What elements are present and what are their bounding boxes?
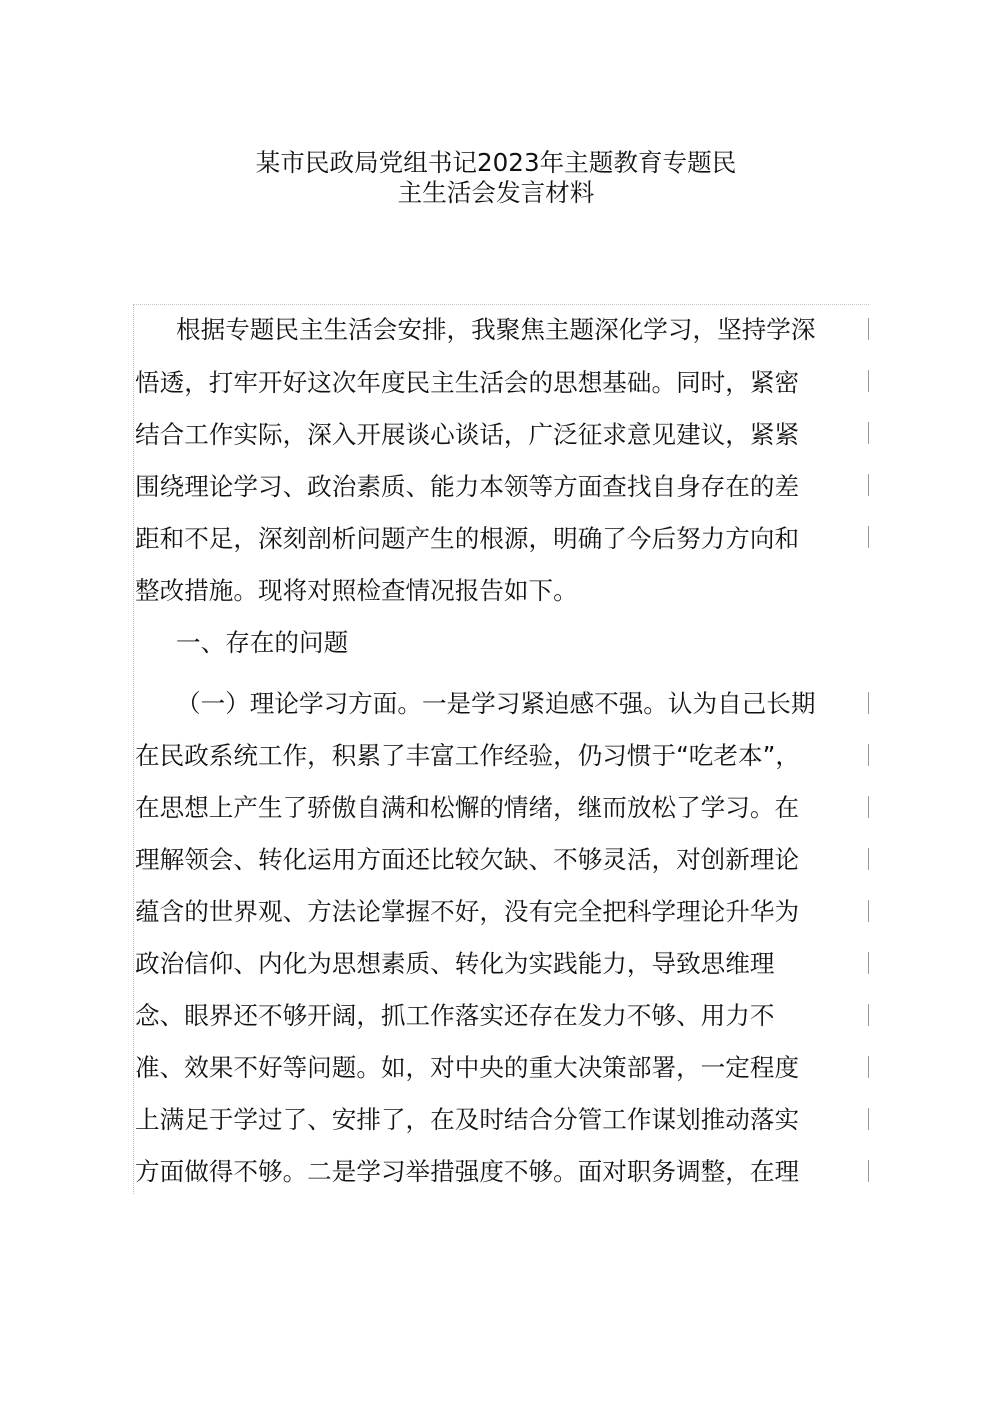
paragraph-line: 理解领会、转化运用方面还比较欠缺、不够灵活，对创新理论 [135,845,800,874]
paragraph-line: 在民政系统工作，积累了丰富工作经验，仍习惯于“吃老本”， [135,741,800,770]
line-end-marker [868,370,869,392]
paragraph-line: 悟透，打牢开好这次年度民主生活会的思想基础。同时，紧密 [135,368,800,397]
line-end-marker [868,900,869,922]
paragraph-line: 距和不足，深刻剖析问题产生的根源，明确了今后努力方向和 [135,524,800,553]
paragraph-line: 念、眼界还不够开阔，抓工作落实还存在发力不够、用力不 [135,1001,775,1030]
paragraph-line: 整改措施。现将对照检查情况报告如下。 [135,576,578,605]
line-end-marker [868,1160,869,1182]
line-end-marker [868,848,869,870]
line-end-marker [868,422,869,444]
line-end-marker [868,318,869,340]
line-end-marker [868,692,869,714]
title-line-1: 某市民政局党组书记2023年主题教育专题民 [255,148,737,177]
line-end-marker [868,952,869,974]
line-end-marker [868,1056,869,1078]
line-end-marker [868,744,869,766]
line-end-marker [868,1004,869,1026]
paragraph-line: 政治信仰、内化为思想素质、转化为实践能力，导致思维理 [135,949,775,978]
paragraph-line: （一）理论学习方面。一是学习紧迫感不强。认为自己长期 [176,689,816,718]
paragraph-line: 围绕理论学习、政治素质、能力本领等方面查找自身存在的差 [135,472,800,501]
line-end-marker [868,526,869,548]
paragraph-line: 上满足于学过了、安排了，在及时结合分管工作谋划推动落实 [135,1105,800,1134]
line-end-marker [868,796,869,818]
section-heading: 一、存在的问题 [176,628,349,657]
line-end-marker [868,474,869,496]
paragraph-line: 准、效果不好等问题。如，对中央的重大决策部署，一定程度 [135,1053,800,1082]
document-title [100,148,892,208]
paragraph-line: 结合工作实际，深入开展谈心谈话，广泛征求意见建议，紧紧 [135,420,800,449]
paragraph-line: 方面做得不够。二是学习举措强度不够。面对职务调整，在理 [135,1157,800,1186]
paragraph-line: 根据专题民主生活会安排，我聚焦主题深化学习，坚持学深 [176,315,816,344]
paragraph-line: 蕴含的世界观、方法论掌握不好，没有完全把科学理论升华为 [135,897,800,926]
title-line-2: 主生活会发言材料 [397,178,595,207]
line-end-marker [868,1108,869,1130]
paragraph-line: 在思想上产生了骄傲自满和松懈的情绪，继而放松了学习。在 [135,793,800,822]
